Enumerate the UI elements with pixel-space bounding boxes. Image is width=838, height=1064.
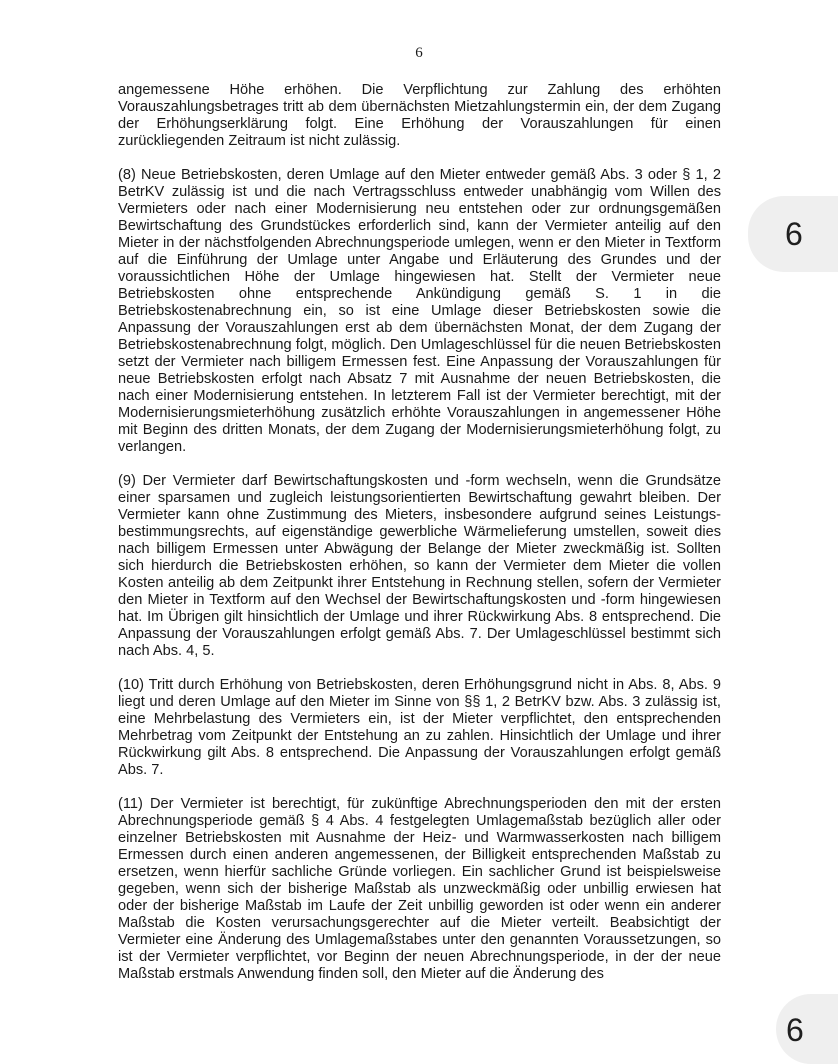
page-thumbnail-label: 6 xyxy=(785,216,803,252)
document-body xyxy=(118,82,721,983)
paragraph-9: (9) Der Vermieter darf Bewirtschaftungskosten und -form wechseln, wenn die Grundsätze einer sparsamen und zugleich leistungsorientierten Bewirtschaftung gewahrt bleiben. Der Vermieter kann ohne Zustimmung des Mieters, insbesondere aufgrund seines Leistungs-bestimmungsrechts, auf eigenständige gewerbliche Wärmelieferung umstellen, soweit dies nach billigem Ermessen unter Abwägung der Belange der Mieter zweckmäßig ist. Sollten sich hierdurch die Betriebskosten erhöhen, so kann der Vermieter dem Mieter die vollen Kosten anteilig ab dem Zeitpunkt ihrer Entstehung in Rechnung stellen, sofern der Vermieter den Mieter in Textform auf den Wechsel der Bewirtschaftungskosten und -form hingewiesen hat. Im Übrigen gilt hinsichtlich der Umlage und ihrer Rückwirkung Abs. 8 entsprechend. Die Anpassung der Vorauszahlungen erfolgt gemäß Abs. 7. Der Umlageschlüssel bestimmt sich nach Abs. 4, 5. xyxy=(118,473,721,659)
paragraph-continuation: angemessene Höhe erhöhen. Die Verpflichtung zur Zahlung des erhöhten Vorauszahlungsbetrages tritt ab dem übernächsten Mietzahlungstermin ein, der dem Zugang der Erhöhungserklärung folgt. Eine Erhöhung der Vorauszahlungen für einen zurückliegenden Zeitraum ist nicht zulässig. xyxy=(118,82,721,149)
next-page-thumbnail-label: 6 xyxy=(786,1012,804,1048)
paragraph-11: (11) Der Vermieter ist berechtigt, für zukünftige Abrechnungsperioden den mit der ersten Abrechnungsperiode gemäß § 4 Abs. 4 festgelegten Umlagemaßstab bezüglich aller oder einzelner Betriebskosten mit Ausnahme der Heiz- und Warmwasserkosten nach billigem Ermessen durch einen anderen angemessenen, der Billigkeit entsprechenden Maßstab zu ersetzen, wenn hierfür sachliche Gründe vorliegen. Ein sachlicher Grund ist beispielsweise gegeben, wenn sich der bisherige Maßstab als unzweckmäßig oder unbillig erwiesen hat oder der bisherige Maßstab im Laufe der Zeit unbillig geworden ist oder wenn ein anderer Maßstab die Kosten verursachungsgerechter auf die Mieter verteilt. Beabsichtigt der Vermieter eine Änderung des Umlagemaßstabes unter den genannten Voraussetzungen, so ist der Vermieter verpflichtet, vor Beginn der neuen Abrechnungsperiode, in der der neue Maßstab erstmals Anwendung finden soll, den Mieter auf die Änderung des xyxy=(118,796,721,982)
page-number: 6 xyxy=(415,45,423,61)
paragraph-8: (8) Neue Betriebskosten, deren Umlage auf den Mieter entweder gemäß Abs. 3 oder § 1, 2 BetrKV zulässig ist und die nach Vertragsschluss entweder unabhängig vom Willen des Vermieters oder nach einer Modernisierung neu entstehen oder zur ordnungsgemäßen Bewirtschaftung des Grundstückes erforderlich sind, kann der Vermieter anteilig auf den Mieter in der nächstfolgenden Abrechnungsperiode umlegen, wenn er den Mieter in Textform auf die Einführung der Umlage unter Angabe und Erläuterung des Grundes und der voraussichtlichen Höhe der Umlage hingewiesen hat. Stellt der Vermieter neue Betriebskosten ohne entsprechende Ankündigung gemäß S. 1 in die Betriebskostenabrechnung ein, so ist eine Umlage dieser Betriebskosten sowie die Anpassung der Vorauszahlungen erst ab dem übernächsten Monat, der dem Zugang der Betriebskostenabrechnung folgt, möglich. Den Umlageschlüssel für die neuen Betriebskosten setzt der Vermieter nach billigem Ermessen fest. Eine Anpassung der Vorauszahlungen für neue Betriebskosten erfolgt nach Absatz 7 mit Ausnahme der neuen Betriebskosten, die nach einer Modernisierung entstehen. In letzterem Fall ist der Vermieter berechtigt, mit der Modernisierungsmieterhöhung zusätzlich erhöhte Vorauszahlungen in angemessener Höhe mit Beginn des dritten Monats, der dem Zugang der Modernisierungsmieterhöhung folgt, zu verlangen. xyxy=(118,167,721,455)
paragraph-10: (10) Tritt durch Erhöhung von Betriebskosten, deren Erhöhungsgrund nicht in Abs. 8, Abs. 9 liegt und deren Umlage auf den Mieter im Sinne von §§ 1, 2 BetrKV bzw. Abs. 3 zulässig ist, eine Mehrbelastung des Vermieters ein, ist der Mieter verpflichtet, den entsprechenden Mehrbetrag vom Zeitpunkt der Entstehung an zu zahlen. Hinsichtlich der Umlage und ihrer Rückwirkung gilt Abs. 8 entsprechend. Die Anpassung der Vorauszahlungen erfolgt gemäß Abs. 7. xyxy=(118,677,721,778)
